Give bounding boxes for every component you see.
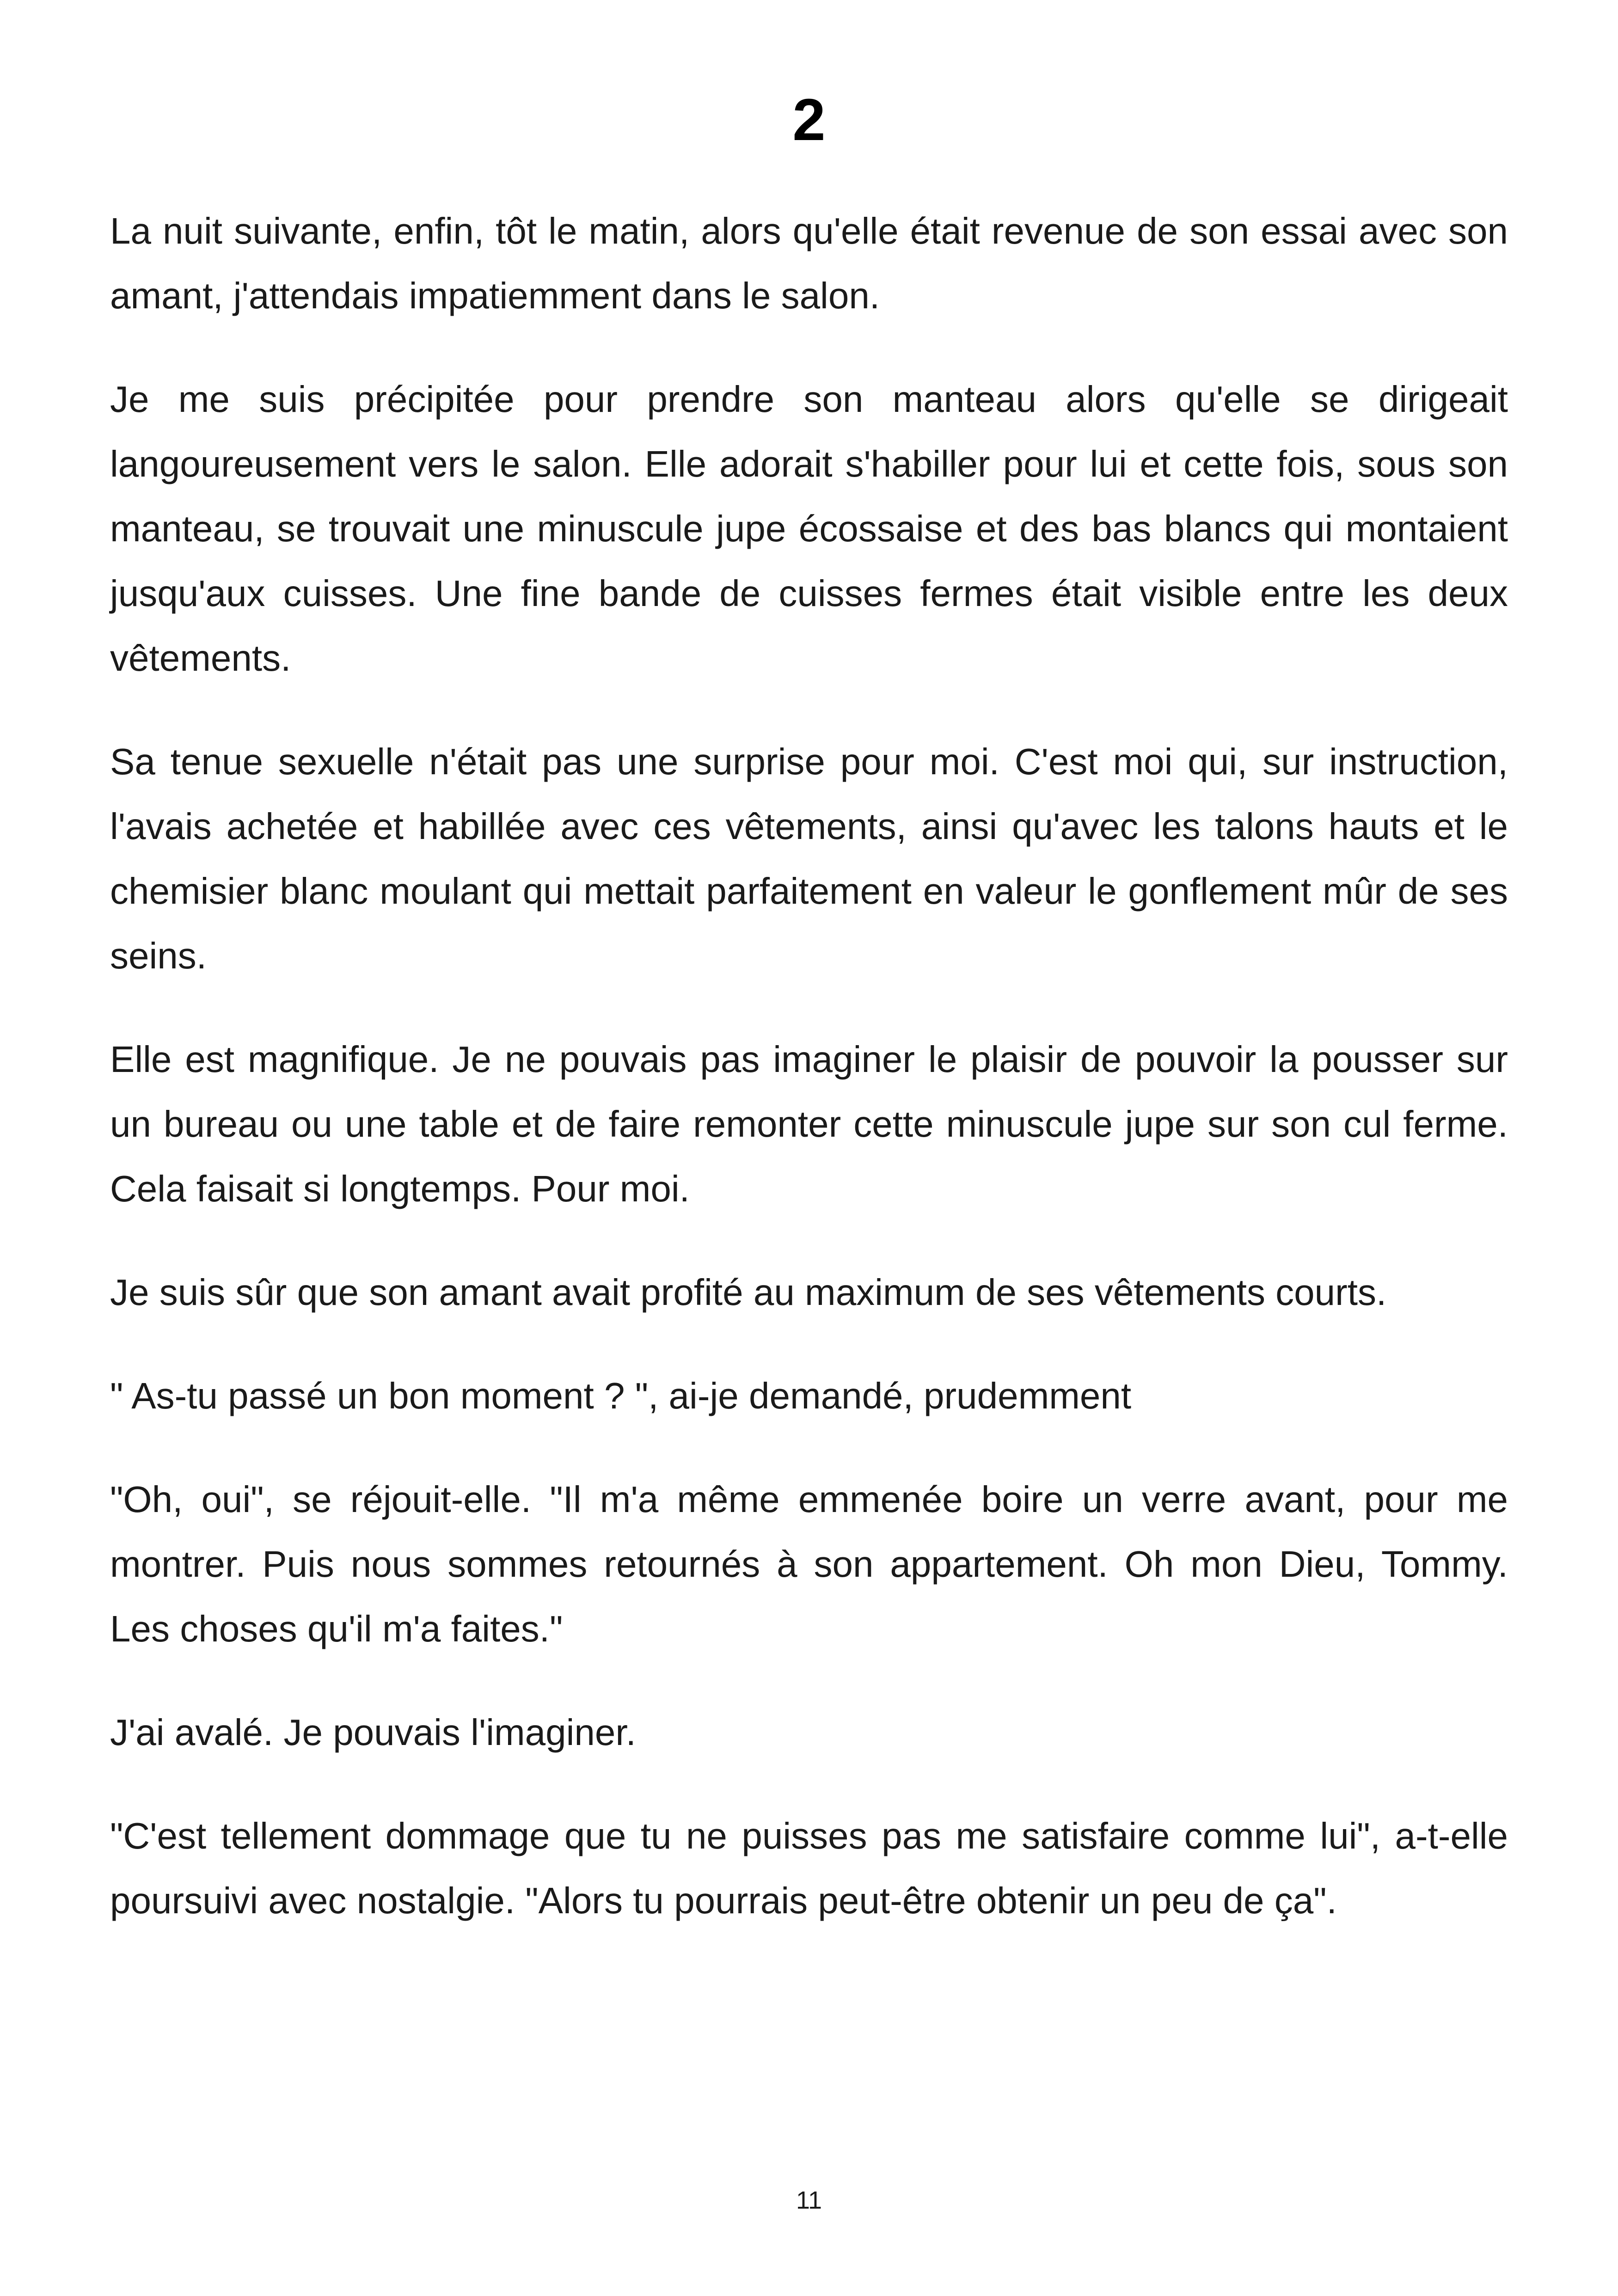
- paragraph: Sa tenue sexuelle n'était pas une surprise pour moi. C'est moi qui, sur instruction, l'avais achetée et habillée avec ces vêtements, ainsi qu'avec les talons hauts et le chemisier blanc moulant qui mettait parfaitement en valeur le gonflement mûr de ses seins.: [110, 741, 1508, 976]
- page-number: 11: [796, 2186, 822, 2214]
- paragraph: " As-tu passé un bon moment ? ", ai-je demandé, prudemment: [110, 1375, 1132, 1416]
- paragraph: "C'est tellement dommage que tu ne puisses pas me satisfaire comme lui", a-t-elle poursuivi avec nostalgie. "Alors tu pourrais peut-être obtenir un peu de ça".: [110, 1815, 1508, 1921]
- paragraph: Je me suis précipitée pour prendre son manteau alors qu'elle se dirigeait langoureusement vers le salon. Elle adorait s'habiller pour lui et cette fois, sous son manteau, se trouvait une minuscule jupe écossaise et des bas blancs qui montaient jusqu'aux cuisses. Une fine bande de cuisses fermes était visible entre les deux vêtements.: [110, 379, 1508, 679]
- paragraph: "Oh, oui", se réjouit-elle. "Il m'a même emmenée boire un verre avant, pour me montrer. Puis nous sommes retournés à son appartement. Oh mon Dieu, Tommy. Les choses qu'il m'a faites.": [110, 1479, 1508, 1649]
- paragraph: Elle est magnifique. Je ne pouvais pas imaginer le plaisir de pouvoir la pousser sur un bureau ou une table et de faire remonter cette minuscule jupe sur son cul ferme. Cela faisait si longtemps. Pour moi.: [110, 1039, 1508, 1209]
- paragraph: Je suis sûr que son amant avait profité au maximum de ses vêtements courts.: [110, 1272, 1387, 1313]
- paragraph: J'ai avalé. Je pouvais l'imaginer.: [110, 1712, 636, 1753]
- paragraph: La nuit suivante, enfin, tôt le matin, alors qu'elle était revenue de son essai avec son amant, j'attendais impatiemment dans le salon.: [110, 210, 1508, 316]
- chapter-body: [110, 199, 1508, 1972]
- chapter-number: 2: [792, 87, 826, 153]
